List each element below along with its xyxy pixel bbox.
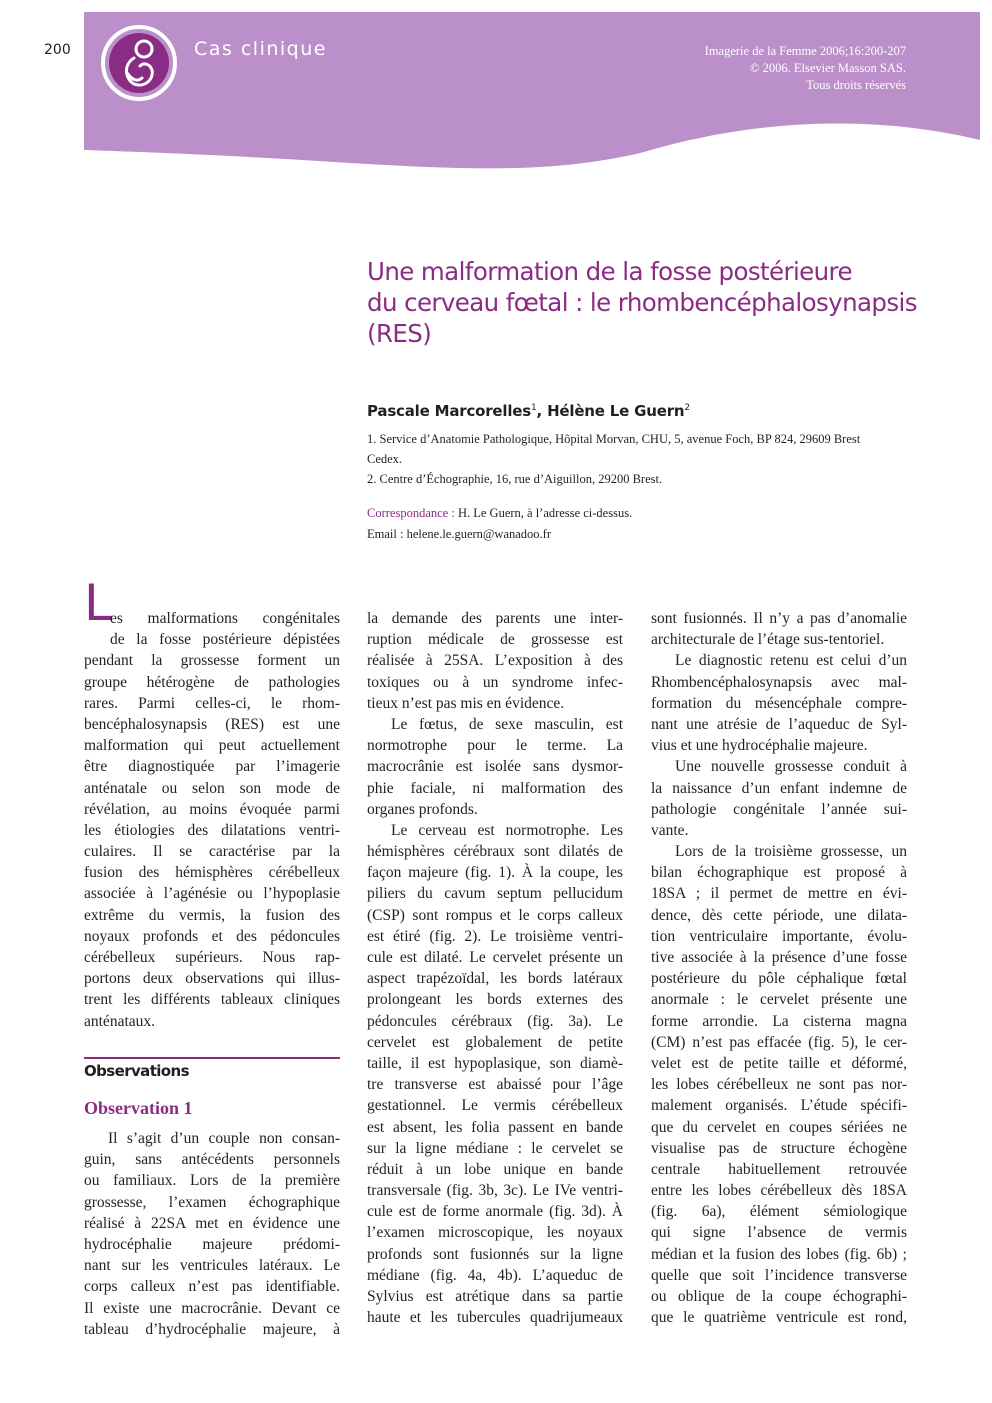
text-line: (CM) n’est pas effacée (fig. 5), le cer- bbox=[651, 1033, 907, 1051]
text-line: pédoncules cérébraux (fig. 3a). Le bbox=[367, 1012, 623, 1030]
text-line: 18SA ; il permet de mettre en évi- bbox=[651, 885, 907, 903]
text-line: Rhombencéphalosynapsis avec mal- bbox=[651, 673, 907, 691]
affiliation-marker: 2 bbox=[684, 403, 690, 413]
text-line: noyaux profonds et des pédoncules bbox=[84, 927, 340, 945]
text-line: (CSP) sont rompus et le corps calleux bbox=[367, 906, 623, 924]
text-line: taille, il est hypoplasique, son diamè- bbox=[367, 1054, 623, 1072]
text-line: réalisé à 22SA met en évidence une bbox=[84, 1214, 340, 1232]
column-1-observation bbox=[84, 1128, 340, 1340]
text-line: médian et la fusion des lobes (fig. 6b) ; bbox=[651, 1245, 907, 1263]
affiliation-marker: 1 bbox=[531, 403, 537, 413]
text-line: Une nouvelle grossesse conduit à bbox=[675, 758, 907, 776]
text-line: est étiré (fig. 2). Le troisième ventri- bbox=[367, 927, 623, 945]
text-line: piliers du cavum septum pellucidum bbox=[367, 885, 623, 903]
text-line: organes profonds. bbox=[367, 800, 478, 818]
text-line: gestationnel. Le vermis cérébelleux bbox=[367, 1097, 623, 1115]
text-line: malformation qui peut actuellement bbox=[84, 737, 340, 755]
text-line: tive associée à la présence d’une fosse bbox=[651, 949, 907, 966]
text-line: cule est de forme anormale (fig. 3d). À bbox=[367, 1203, 623, 1221]
text-line: la demande des parents une inter- bbox=[367, 610, 623, 627]
text-line: Le fœtus, de sexe masculin, est bbox=[391, 715, 623, 733]
text-line: la naissance d’un enfant indemne de bbox=[651, 779, 907, 797]
observation-1-heading: Observation 1 bbox=[84, 1098, 193, 1118]
correspondence-text: H. Le Guern, à l’adresse ci-dessus. bbox=[454, 506, 633, 520]
text-line: bilan échographique est proposé à bbox=[651, 864, 907, 882]
text-line: tieux n’est pas mis en évidence. bbox=[367, 694, 565, 712]
text-line: postérieure du pôle céphalique fœtal bbox=[651, 970, 907, 988]
text-line: que du cervelet en coupes sériées ne bbox=[651, 1118, 907, 1136]
text-line: vius et une hydrocéphalie majeure. bbox=[651, 737, 868, 755]
text-line: formation du mésencéphale compre- bbox=[651, 694, 907, 712]
text-line: corps calleux n’est pas identifiable. bbox=[84, 1278, 340, 1296]
text-line: anormale : le cervelet présente une bbox=[651, 991, 907, 1009]
text-line: Il existe une macrocrânie. Devant ce bbox=[84, 1299, 340, 1317]
text-line: sur la ligne médiane : le cervelet se bbox=[367, 1139, 623, 1157]
text-line: les étiologies des dilatations ventri- bbox=[84, 821, 340, 839]
author-name: Pascale Marcorelles bbox=[367, 402, 531, 420]
text-line: malement organisés. L’étude spécifi- bbox=[651, 1097, 907, 1115]
author-list bbox=[367, 402, 690, 420]
rights-line: Tous droits réservés bbox=[806, 78, 906, 92]
drop-cap: L bbox=[84, 574, 112, 632]
page-number: 200 bbox=[44, 42, 71, 58]
text-line: les lobes cérébelleux ne sont pas nor- bbox=[651, 1076, 907, 1094]
text-line: hémisphères cérébraux sont dilatés de bbox=[367, 843, 623, 861]
text-line: centrale habituellement retrouvée bbox=[651, 1160, 907, 1178]
text-line: médiane (fig. 4a, 4b). L’aqueduc de bbox=[367, 1266, 623, 1284]
text-line: macrocrânie est isolée sans dysmor- bbox=[367, 758, 623, 776]
affiliation-line: 2. Centre d’Échographie, 16, rue d’Aiguillon, 29200 Brest. bbox=[367, 472, 663, 486]
section-divider bbox=[84, 1057, 340, 1059]
text-line: révélation, au moins évoquée parmi bbox=[84, 800, 340, 818]
text-line: trent les différents tableaux cliniques bbox=[84, 991, 340, 1009]
text-line: qui signe l’absence de vermis bbox=[651, 1224, 907, 1242]
section-label: Cas clinique bbox=[194, 38, 327, 60]
text-line: que le quatrième ventricule est rond, bbox=[651, 1309, 907, 1327]
email-line[interactable]: Email : helene.le.guern@wanadoo.fr bbox=[367, 527, 552, 541]
text-line: sont fusionnés. Il n’y a pas d’anomalie bbox=[651, 610, 907, 627]
text-line: aspect trapézoïdal, les bords latéraux bbox=[367, 970, 623, 988]
text-line: Le diagnostic retenu est celui d’un bbox=[675, 652, 907, 670]
text-line: toxiques ou à un syndrome infec- bbox=[367, 673, 623, 691]
text-line: architecturale de l’étage sus-tentoriel. bbox=[651, 631, 885, 649]
text-line: profonds sont fusionnés sur la ligne bbox=[367, 1245, 623, 1263]
text-line: (fig. 6a), élément sémiologique bbox=[651, 1203, 907, 1221]
fetus-logo-icon bbox=[98, 22, 180, 104]
column-1-intro bbox=[84, 608, 340, 1032]
text-line: velet est de petite taille et déformé, bbox=[651, 1054, 907, 1072]
article-title bbox=[367, 256, 927, 349]
text-line: rares. Parmi celles-ci, le rhom- bbox=[84, 694, 340, 712]
text-line: vante. bbox=[651, 821, 689, 839]
text-line: normotrophe pour le terme. La bbox=[367, 737, 623, 755]
text-line: grossesse, l’examen échographique bbox=[84, 1193, 340, 1211]
text-line: es malformations congénitales bbox=[110, 610, 340, 627]
text-line: visualise pas de structure échogène bbox=[651, 1139, 907, 1157]
column-2 bbox=[367, 608, 623, 1328]
text-line: réduit à un lobe unique en bande bbox=[367, 1160, 623, 1178]
affiliation-line: Cedex. bbox=[367, 452, 403, 466]
text-line: guin, sans antécédents personnels bbox=[84, 1151, 340, 1169]
text-line: cule est dilaté. Le cervelet présente un bbox=[367, 949, 623, 966]
text-line: l’examen microscopique, les noyaux bbox=[367, 1224, 623, 1242]
text-line: ou oblique de la coupe échographi- bbox=[651, 1288, 907, 1305]
text-line: extrême du vermis, la fusion des bbox=[84, 906, 340, 924]
text-line: associée à l’agénésie ou l’hypoplasie bbox=[84, 885, 340, 903]
text-line: culaires. Il se caractérise par la bbox=[84, 843, 340, 861]
text-line: anténataux. bbox=[84, 1012, 156, 1030]
text-line: hydrocéphalie majeure prédomi- bbox=[84, 1235, 340, 1253]
text-line: Lors de la troisième grossesse, un bbox=[675, 843, 907, 861]
title-line: du cerveau fœtal : le rhombencéphalosynapsis bbox=[367, 288, 917, 317]
text-line: Sylvius est atrétique dans sa partie bbox=[367, 1288, 623, 1305]
column-3 bbox=[651, 608, 907, 1328]
correspondence-label: Correspondance : bbox=[367, 506, 455, 520]
text-line: être diagnostiquée par l’imagerie bbox=[84, 758, 340, 776]
text-line: ruption médicale de grossesse est bbox=[367, 631, 623, 649]
text-line: haute et les tubercules quadrijumeaux bbox=[367, 1309, 623, 1327]
title-line: Une malformation de la fosse postérieure bbox=[367, 257, 852, 286]
text-line: cervelet est globalement de petite bbox=[367, 1033, 623, 1051]
text-line: Il s’agit d’un couple non consan- bbox=[108, 1130, 340, 1147]
journal-citation bbox=[705, 43, 906, 94]
text-line: pendant la grossesse forment un bbox=[84, 652, 340, 670]
text-line: Le cerveau est normotrophe. Les bbox=[391, 821, 623, 839]
text-line: est absent, les folia passent en bande bbox=[367, 1118, 623, 1136]
text-line: pathologie congénitale l’année sui- bbox=[651, 800, 907, 818]
text-line: bencéphalosynapsis (RES) est une bbox=[84, 715, 340, 733]
text-line: cérébelleux supérieurs. Nous rap- bbox=[84, 949, 340, 966]
text-line: fusion des hémisphères cérébelleux bbox=[84, 864, 340, 882]
text-line: nant une atrésie de l’aqueduc de Syl- bbox=[651, 715, 907, 733]
affiliation-line: 1. Service d’Anatomie Pathologique, Hôpital Morvan, CHU, 5, avenue Foch, BP 824, 29609 Brest bbox=[367, 432, 861, 446]
text-line: portons deux observations qui illus- bbox=[84, 970, 340, 988]
text-line: transversale (fig. 3b, 3c). Le IVe ventri- bbox=[367, 1182, 623, 1200]
text-line: tion ventriculaire importante, évolu- bbox=[651, 927, 907, 945]
copyright-line: © 2006. Elsevier Masson SAS. bbox=[749, 61, 906, 75]
journal-line: Imagerie de la Femme 2006;16:200-207 bbox=[704, 44, 906, 58]
text-line: groupe hétérogène de pathologies bbox=[84, 673, 340, 691]
text-line: nant sur les ventricules latéraux. Le bbox=[84, 1257, 340, 1275]
text-line: tre transverse est abaissé pour l’âge bbox=[367, 1076, 623, 1094]
text-line: façon majeure (fig. 1). À la coupe, les bbox=[367, 864, 623, 882]
observations-heading: Observations bbox=[84, 1062, 189, 1080]
title-line: (RES) bbox=[367, 319, 432, 348]
author-separator: , bbox=[536, 402, 548, 420]
text-line: de la fosse postérieure dépistées bbox=[110, 631, 340, 649]
text-line: forme arrondie. La cisterna magna bbox=[651, 1012, 907, 1030]
text-line: entre les lobes cérébelleux dès 18SA bbox=[651, 1182, 907, 1200]
text-line: dence, dès cette période, une dilata- bbox=[651, 906, 907, 924]
text-line: anténatale ou selon son mode de bbox=[84, 779, 340, 797]
text-line: quelle que soit l’incidence transverse bbox=[651, 1266, 907, 1284]
correspondence bbox=[367, 503, 632, 545]
text-line: ou familiaux. Lors de la première bbox=[84, 1172, 340, 1190]
text-line: tableau d’hydrocéphalie majeure, à bbox=[84, 1320, 340, 1338]
affiliations bbox=[367, 429, 907, 489]
text-line: réalisée à 25SA. L’exposition à des bbox=[367, 652, 623, 670]
text-line: prolongeant les bords externes des bbox=[367, 991, 623, 1009]
text-line: phie faciale, ni malformation des bbox=[367, 779, 623, 797]
author-name: Hélène Le Guern bbox=[547, 402, 685, 420]
